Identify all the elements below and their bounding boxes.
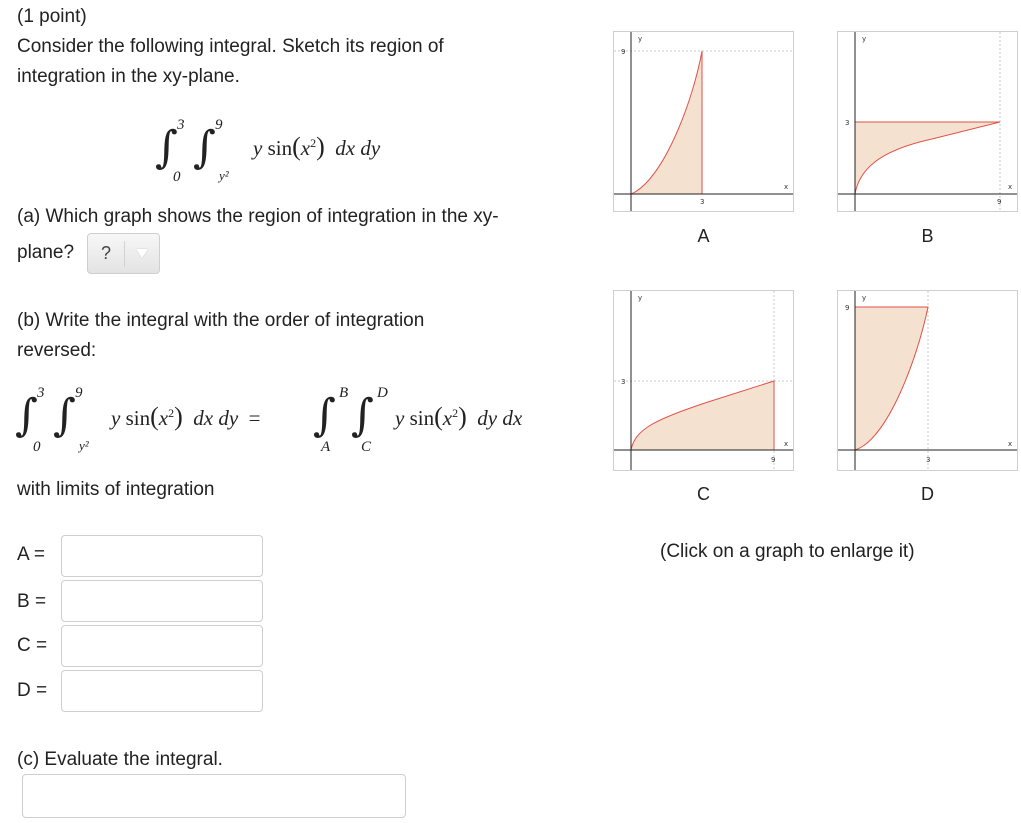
part-a-line2: plane? [17,242,75,263]
graph-a-x-axis-label: x [784,183,789,191]
input-label-c: C = [17,635,48,656]
rhs-outer-lower-limit: A [321,439,331,455]
lhs-integrand: y $\sin(x^2)$ dx dy = [111,402,261,431]
chevron-down-icon [125,249,159,258]
integrand: y $\sin(x^2)$ dx dy [253,132,381,161]
graph-d-y-tick: 9 [845,304,850,312]
part-b-line2: reversed: [17,340,97,361]
graph-d-x-axis-label: x [1008,440,1013,448]
lhs-inner-integral-sign: ∫ [53,390,76,441]
graph-d[interactable] [837,290,1018,471]
question-intro-line2: integration in the xy-plane. [17,66,240,87]
part-a-line1: (a) Which graph shows the region of integration in the xy- [17,206,499,227]
outer-upper-limit: 3 [177,117,185,133]
rhs-outer-integral-sign: ∫ [313,390,336,441]
input-label-d: D = [17,680,48,701]
graph-c-y-tick: 3 [621,378,626,386]
graph-b-x-axis-label: x [1008,183,1013,191]
enlarge-hint: (Click on a graph to enlarge it) [660,541,915,562]
limit-a-input[interactable] [61,535,263,577]
lhs-inner-lower-limit: y² [79,438,89,453]
inner-lower-limit: y² [219,168,229,183]
graph-select-dropdown[interactable] [87,233,160,274]
rhs-inner-upper-limit: D [377,385,388,401]
graph-a[interactable] [613,31,794,212]
graph-d-x-tick: 3 [926,456,931,464]
limits-label: with limits of integration [17,479,215,500]
differentials: dx dy [335,136,381,160]
graph-d-caption[interactable]: D [921,484,934,504]
graph-c-caption[interactable]: C [697,484,710,504]
question-intro-line1: Consider the following integral. Sketch its region of [17,36,444,57]
reversed-integral-equation [15,380,575,464]
outer-lower-limit: 0 [173,169,181,185]
outer-integral-sign: ∫ [155,122,178,173]
limit-d-input[interactable] [61,670,263,712]
rhs-inner-lower-limit: C [361,439,372,455]
graph-a-y-axis-label: y [638,35,643,43]
graph-c-x-axis-label: x [784,440,789,448]
part-c-label: (c) Evaluate the integral. [17,749,223,770]
lhs-inner-upper-limit: 9 [75,385,83,401]
input-label-a: A = [17,544,45,565]
limit-b-input[interactable] [61,580,263,622]
inner-integral-sign: ∫ [193,122,216,173]
rhs-outer-upper-limit: B [339,385,349,401]
given-integral [155,112,435,192]
graph-b-y-tick: 3 [845,119,850,127]
graph-c-y-axis-label: y [638,294,643,302]
graph-b-caption[interactable]: B [921,226,934,246]
graph-b-x-tick: 9 [997,198,1002,206]
integrand-power: 2 [310,136,317,150]
integrand-x: x [300,136,311,160]
part-b-line1: (b) Write the integral with the order of integration [17,310,425,331]
inner-upper-limit: 9 [215,117,223,133]
lhs-outer-integral-sign: ∫ [15,390,38,441]
points-label: (1 point) [17,6,87,27]
graph-b[interactable] [837,31,1018,212]
rhs-integrand: y $\sin(x^2)$ dy dx [395,402,523,431]
integrand-y: y [253,136,263,160]
graph-a-y-tick: 9 [621,48,626,56]
input-label-b: B = [17,591,47,612]
graph-d-y-axis-label: y [862,294,867,302]
graph-select-value: ? [100,243,111,263]
graph-c[interactable] [613,290,794,471]
lhs-outer-upper-limit: 3 [37,385,45,401]
rhs-inner-integral-sign: ∫ [351,390,374,441]
graph-b-y-axis-label: y [862,35,867,43]
answer-input[interactable] [22,774,406,818]
integrand-sin: sin [267,136,293,160]
limit-c-input[interactable] [61,625,263,667]
graph-a-frame [614,32,794,212]
equals-sign: = [248,406,261,430]
graph-a-caption[interactable]: A [697,226,710,246]
graph-a-x-tick: 3 [700,198,705,206]
lhs-outer-lower-limit: 0 [33,439,41,455]
graph-c-x-tick: 9 [771,456,776,464]
